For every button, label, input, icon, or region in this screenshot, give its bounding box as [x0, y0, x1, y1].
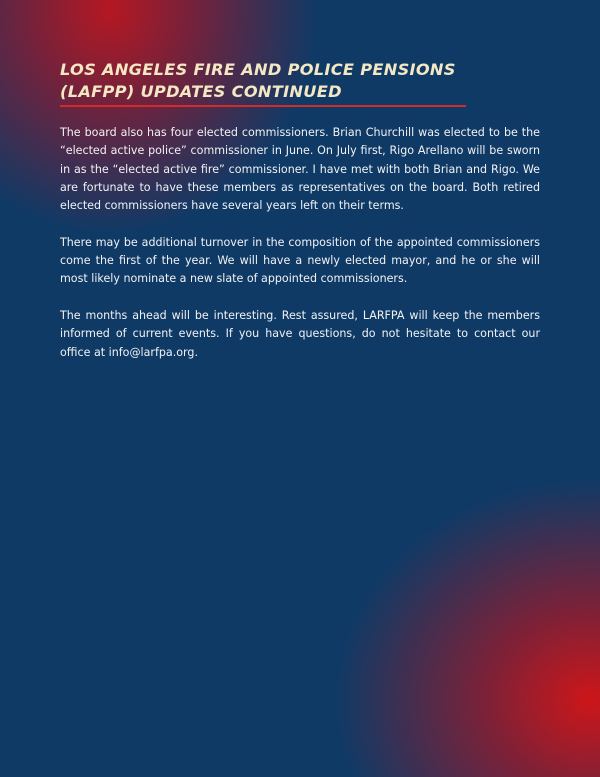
- title-line-2: (LAFPP) UPDATES CONTINUED: [60, 82, 342, 101]
- title-line-1: LOS ANGELES FIRE AND POLICE PENSIONS: [60, 60, 456, 79]
- paragraph-board-commissioners: The board also has four elected commissioners. Brian Churchill was elected to be the “elected active police” commissioner in June. On July first, Rigo Arellano will be sworn in as the “elected active fire” commissioner. I have met with both Brian and Rigo. We are fortunate to have these members as representatives on the board. Both retired elected commissioners have several years left on their terms.: [60, 126, 540, 213]
- page-title: [60, 59, 530, 103]
- article-body: [60, 124, 540, 380]
- title-underline-divider: [60, 105, 466, 107]
- paragraph-turnover: There may be additional turnover in the composition of the appointed commissioners come the first of the year. We will have a newly elected mayor, and he or she will most likely nominate a new slate of appointed commissioners.: [60, 235, 540, 286]
- paragraph-months-ahead: The months ahead will be interesting. Rest assured, LARFPA will keep the members informed of current events. If you have questions, do not hesitate to contact our office at info@larfpa.org.: [60, 308, 540, 359]
